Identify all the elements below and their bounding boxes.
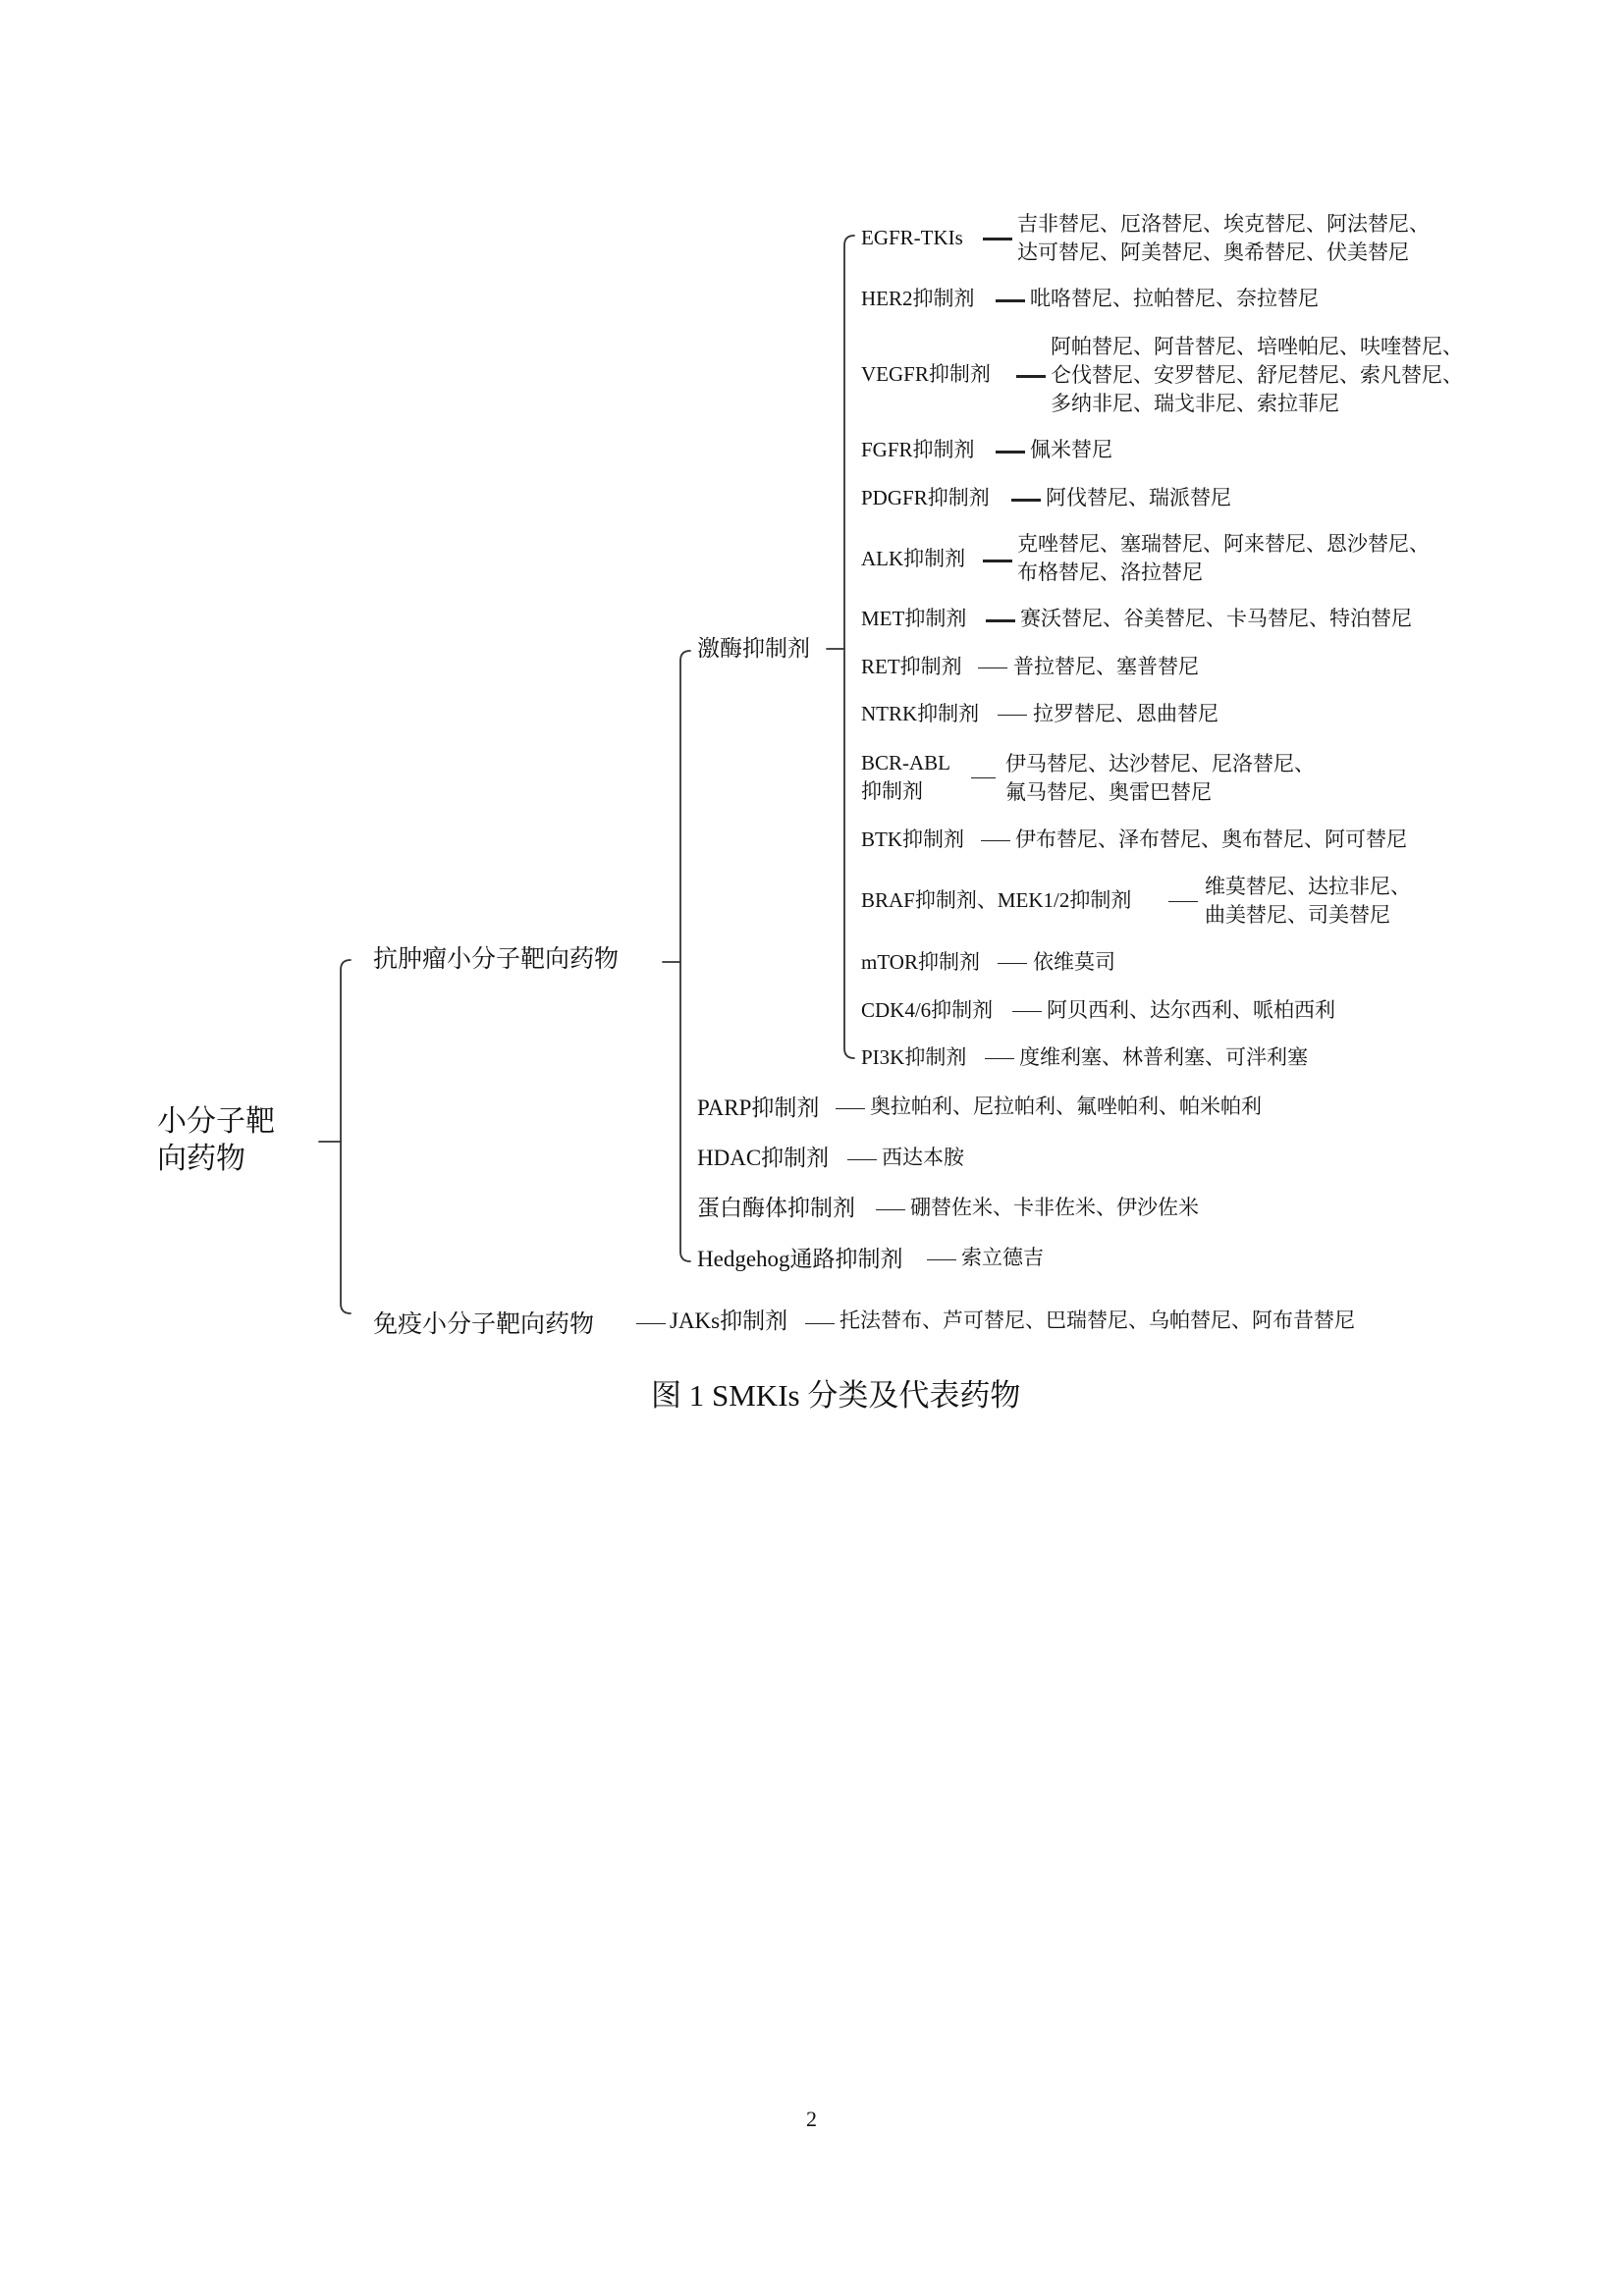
jak-dash bbox=[805, 1323, 835, 1324]
fgfr-dash bbox=[996, 451, 1025, 454]
proteasome-drugs: 硼替佐米、卡非佐米、伊沙佐米 bbox=[910, 1196, 1199, 1219]
kinase-bracket bbox=[844, 236, 854, 1058]
jak-node: JAKs抑制剂 bbox=[670, 1308, 788, 1333]
kinase-class-braf-mek: BRAF抑制剂、MEK1/2抑制剂 bbox=[861, 888, 1132, 912]
bcr-abl-drugs-line2: 氟马替尼、奥雷巴替尼 bbox=[1005, 780, 1212, 804]
kinase-class-met: MET抑制剂 bbox=[861, 607, 967, 630]
cdk46-dash bbox=[1012, 1011, 1042, 1012]
braf-mek-dash bbox=[1168, 901, 1198, 902]
kinase-class-mtor: mTOR抑制剂 bbox=[861, 950, 980, 974]
kinase-class-pi3k: PI3K抑制剂 bbox=[861, 1045, 967, 1069]
kinase-class-ntrk: NTRK抑制剂 bbox=[861, 702, 980, 725]
bcr-abl-drugs-line1: 伊马替尼、达沙替尼、尼洛替尼、 bbox=[1005, 752, 1315, 775]
egfr-drugs-line1: 吉非替尼、厄洛替尼、埃克替尼、阿法替尼、 bbox=[1017, 212, 1430, 236]
ntrk-drugs: 拉罗替尼、恩曲替尼 bbox=[1033, 702, 1218, 725]
kinase-inhibitor-node: 激酶抑制剂 bbox=[697, 636, 810, 662]
pdgfr-drugs: 阿伐替尼、瑞派替尼 bbox=[1046, 486, 1231, 509]
page-number: 2 bbox=[806, 2107, 817, 2131]
level2-bracket bbox=[680, 651, 690, 1261]
kinase-class-her2: HER2抑制剂 bbox=[861, 287, 975, 310]
vegfr-dash bbox=[1016, 375, 1046, 378]
ntrk-dash bbox=[998, 715, 1027, 716]
level1-bracket bbox=[341, 960, 351, 1313]
mtor-dash bbox=[998, 963, 1027, 964]
kinase-class-alk: ALK抑制剂 bbox=[861, 547, 966, 570]
immune-dash bbox=[636, 1323, 666, 1324]
kinase-class-fgfr: FGFR抑制剂 bbox=[861, 438, 975, 461]
ret-dash bbox=[978, 667, 1007, 668]
her2-drugs: 吡咯替尼、拉帕替尼、奈拉替尼 bbox=[1030, 287, 1319, 310]
figure-caption: 图 1 SMKIs 分类及代表药物 bbox=[651, 1378, 1021, 1413]
kinase-class-ret: RET抑制剂 bbox=[861, 655, 962, 678]
met-dash bbox=[986, 619, 1015, 622]
proteasome-node: 蛋白酶体抑制剂 bbox=[697, 1196, 855, 1221]
parp-dash bbox=[836, 1108, 865, 1109]
kinase-class-pdgfr: PDGFR抑制剂 bbox=[861, 486, 990, 509]
hdac-node: HDAC抑制剂 bbox=[697, 1146, 830, 1170]
parp-drugs: 奥拉帕利、尼拉帕利、氟唑帕利、帕米帕利 bbox=[870, 1095, 1262, 1118]
vegfr-drugs-line1: 阿帕替尼、阿昔替尼、培唑帕尼、呋喹替尼、 bbox=[1051, 335, 1463, 358]
fgfr-drugs: 佩米替尼 bbox=[1030, 438, 1112, 461]
antitumor-node: 抗肿瘤小分子靶向药物 bbox=[373, 944, 620, 973]
pi3k-dash bbox=[985, 1058, 1014, 1059]
alk-drugs-line2: 布格替尼、洛拉替尼 bbox=[1017, 561, 1203, 584]
egfr-dash bbox=[983, 238, 1012, 240]
kinase-class-bcr-abl-line2: 抑制剂 bbox=[861, 779, 923, 803]
parp-node: PARP抑制剂 bbox=[697, 1095, 820, 1120]
jak-drugs: 托法替布、芦可替尼、巴瑞替尼、乌帕替尼、阿布昔替尼 bbox=[839, 1308, 1355, 1332]
hdac-drugs: 西达本胺 bbox=[882, 1146, 964, 1169]
btk-dash bbox=[981, 840, 1010, 841]
braf-mek-drugs-line2: 曲美替尼、司美替尼 bbox=[1205, 903, 1390, 927]
kinase-class-vegfr: VEGFR抑制剂 bbox=[861, 362, 991, 386]
braf-mek-drugs-line1: 维莫替尼、达拉非尼、 bbox=[1205, 875, 1411, 898]
hedgehog-drugs: 索立德吉 bbox=[961, 1246, 1044, 1269]
proteasome-dash bbox=[876, 1209, 905, 1210]
kinase-class-btk: BTK抑制剂 bbox=[861, 828, 964, 851]
pi3k-drugs: 度维利塞、林普利塞、可泮利塞 bbox=[1019, 1045, 1308, 1069]
mtor-drugs: 依维莫司 bbox=[1033, 950, 1115, 974]
alk-dash bbox=[983, 560, 1012, 562]
ret-drugs: 普拉替尼、塞普替尼 bbox=[1013, 655, 1199, 678]
vegfr-drugs-line2: 仑伐替尼、安罗替尼、舒尼替尼、索凡替尼、 bbox=[1051, 363, 1463, 387]
btk-drugs: 伊布替尼、泽布替尼、奥布替尼、阿可替尼 bbox=[1015, 828, 1407, 851]
hedgehog-dash bbox=[927, 1259, 956, 1260]
hedgehog-node: Hedgehog通路抑制剂 bbox=[697, 1247, 903, 1271]
hdac-dash bbox=[847, 1159, 877, 1160]
egfr-drugs-line2: 达可替尼、阿美替尼、奥希替尼、伏美替尼 bbox=[1017, 240, 1409, 264]
kinase-class-cdk46: CDK4/6抑制剂 bbox=[861, 998, 994, 1022]
root-node: 小分子靶向药物 bbox=[157, 1104, 275, 1176]
vegfr-drugs-line3: 多纳非尼、瑞戈非尼、索拉菲尼 bbox=[1051, 392, 1339, 415]
cdk46-drugs: 阿贝西利、达尔西利、哌柏西利 bbox=[1047, 998, 1335, 1022]
bcr-abl-dash bbox=[971, 777, 996, 778]
her2-dash bbox=[996, 299, 1025, 302]
alk-drugs-line1: 克唑替尼、塞瑞替尼、阿来替尼、恩沙替尼、 bbox=[1017, 532, 1430, 556]
kinase-class-bcr-abl: BCR-ABL bbox=[861, 751, 951, 774]
immune-node: 免疫小分子靶向药物 bbox=[373, 1309, 595, 1338]
pdgfr-dash bbox=[1011, 499, 1041, 502]
kinase-class-egfr: EGFR-TKIs bbox=[861, 226, 963, 249]
met-drugs: 赛沃替尼、谷美替尼、卡马替尼、特泊替尼 bbox=[1020, 607, 1412, 630]
